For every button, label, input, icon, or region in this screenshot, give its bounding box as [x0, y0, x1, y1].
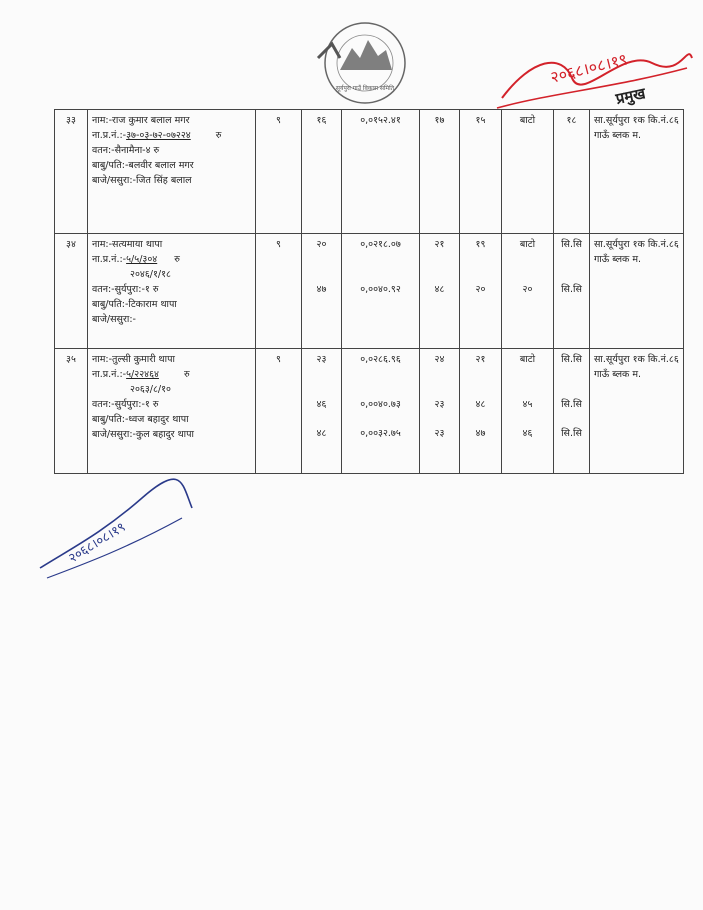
west-value: १५: [475, 115, 486, 126]
area-value: ०,००४०.९२: [360, 284, 401, 295]
citizenship-label: ना.प्र.नं.:-: [92, 130, 127, 141]
citizenship-suffix: रु: [174, 254, 180, 265]
west-value: ४७: [475, 428, 486, 439]
kitta-number: ४७: [316, 284, 327, 295]
remarks: सा.सूर्यपुरा १क कि.नं.८६ गाऊँ ब्लक म.: [590, 234, 684, 349]
kitta-number: २०: [316, 239, 327, 250]
west-value: ४८: [475, 399, 486, 410]
west-value: २०: [475, 284, 486, 295]
east-value: ४८: [434, 284, 445, 295]
handwritten-signature: [32, 478, 202, 598]
citizenship-number: ५/५/३०४: [126, 254, 158, 265]
office-seal: [300, 18, 430, 113]
east-value: २३: [434, 399, 445, 410]
north-value: बाटो: [519, 354, 536, 365]
north-value: बाटो: [519, 239, 536, 250]
serial-number: ३५: [55, 349, 88, 474]
east-value: २४: [434, 354, 445, 365]
area-value: ०,००४०.७३: [360, 399, 401, 410]
north-value: ४५: [522, 399, 533, 410]
owner-details: [88, 110, 256, 234]
north-cell: [502, 110, 554, 234]
east-value: १७: [434, 115, 445, 126]
west-cell: [460, 234, 502, 349]
kitta-number: ४६: [316, 399, 327, 410]
kitta-cell: [302, 110, 342, 234]
citizenship-line: [92, 252, 251, 267]
west-cell: [460, 110, 502, 234]
area-cell: [342, 110, 420, 234]
east-cell: [420, 110, 460, 234]
south-value: सि.सि: [561, 239, 582, 250]
south-cell: [554, 110, 590, 234]
west-value: १९: [475, 239, 486, 250]
citizenship-suffix: रु: [215, 130, 222, 141]
citizenship-label: ना.प्र.नं.:-: [92, 254, 127, 265]
kitta-number: ४८: [316, 428, 327, 439]
table-row: [55, 349, 684, 474]
north-value: बाटो: [519, 115, 536, 126]
east-cell: [420, 349, 460, 474]
owner-details: [88, 349, 256, 474]
owner-parent: बाबु/पति:-टिकाराम थापा: [92, 299, 177, 310]
sheet-number: ९: [256, 234, 302, 349]
stamp-label: प्रमुख: [614, 84, 647, 108]
citizenship-label: ना.प्र.नं.:-: [92, 369, 127, 380]
remarks: सा.सूर्यपुरा १क कि.नं.८६ गाऊँ ब्लक म.: [590, 110, 684, 234]
citizenship-date: २०४६/१/१८: [130, 269, 171, 280]
owner-parent: बाबु/पति:-बलवीर बलाल मगर: [92, 160, 194, 171]
owner-grandparent: बाजे/ससुरा:-जित सिंह बलाल: [92, 175, 192, 186]
owner-name: नाम:-तुल्सी कुमारी थापा: [92, 354, 175, 365]
kitta-number: १६: [316, 115, 327, 126]
owner-details: [88, 234, 256, 349]
south-value: सि.सि: [561, 354, 582, 365]
north-value: २०: [522, 284, 533, 295]
kitta-cell: [302, 234, 342, 349]
north-cell: [502, 234, 554, 349]
owner-grandparent: बाजे/ससुरा:-कुल बहादुर थापा: [92, 429, 194, 440]
area-value: ०,००३२.७५: [360, 428, 401, 439]
signature-date: २०६८।०८।१९: [66, 519, 129, 567]
sheet-number: ९: [256, 349, 302, 474]
stamp-date: २०६८।०८।१९: [548, 49, 630, 87]
table-row: [55, 110, 684, 234]
serial-number: ३३: [55, 110, 88, 234]
sheet-number: ९: [256, 110, 302, 234]
citizenship-line: [92, 367, 251, 382]
north-value: ४६: [522, 428, 533, 439]
citizenship-number: ५/२२४६४: [126, 369, 159, 380]
south-cell: [554, 349, 590, 474]
south-value: १८: [566, 115, 577, 126]
citizenship-line: [92, 128, 251, 143]
land-records-table: [54, 109, 684, 474]
kitta-cell: [302, 349, 342, 474]
area-cell: [342, 349, 420, 474]
owner-address: वतन:-सैनामैना-४ रु: [92, 145, 160, 156]
area-value: ०,०२८६.९६: [360, 354, 401, 365]
area-value: ०,०१५२.४१: [360, 115, 401, 126]
south-cell: [554, 234, 590, 349]
area-cell: [342, 234, 420, 349]
kitta-number: २३: [316, 354, 327, 365]
citizenship-date: २०६३/८/१०: [130, 384, 171, 395]
east-value: २१: [434, 239, 445, 250]
owner-name: नाम:-राज कुमार बलाल मगर: [92, 115, 190, 126]
seal-text: सूर्यपुरा गाउँ विकास समिति: [335, 85, 395, 92]
owner-name: नाम:-सत्यमाया थापा: [92, 239, 163, 250]
owner-grandparent: बाजे/ससुरा:-: [92, 314, 136, 325]
owner-address: वतन:-सुर्यपुरा:-१ रु: [92, 399, 159, 410]
citizenship-number: ३७-०३-७२-०७२२४: [126, 130, 191, 141]
citizenship-suffix: रु: [183, 369, 190, 380]
area-value: ०,०२१८.०७: [360, 239, 401, 250]
remarks: सा.सूर्यपुरा १क कि.नं.८६ गाऊँ ब्लक म.: [590, 349, 684, 474]
south-value: सि.सि: [561, 428, 582, 439]
owner-parent: बाबु/पति:-ध्वज बहादुर थापा: [92, 414, 189, 425]
south-value: सि.सि: [561, 284, 582, 295]
owner-address: वतन:-सुर्यपुरा:-१ रु: [92, 284, 159, 295]
south-value: सि.सि: [561, 399, 582, 410]
east-cell: [420, 234, 460, 349]
chief-stamp: [492, 38, 697, 118]
west-value: २१: [475, 354, 486, 365]
west-cell: [460, 349, 502, 474]
table-row: [55, 234, 684, 349]
serial-number: ३४: [55, 234, 88, 349]
east-value: २३: [434, 428, 445, 439]
north-cell: [502, 349, 554, 474]
